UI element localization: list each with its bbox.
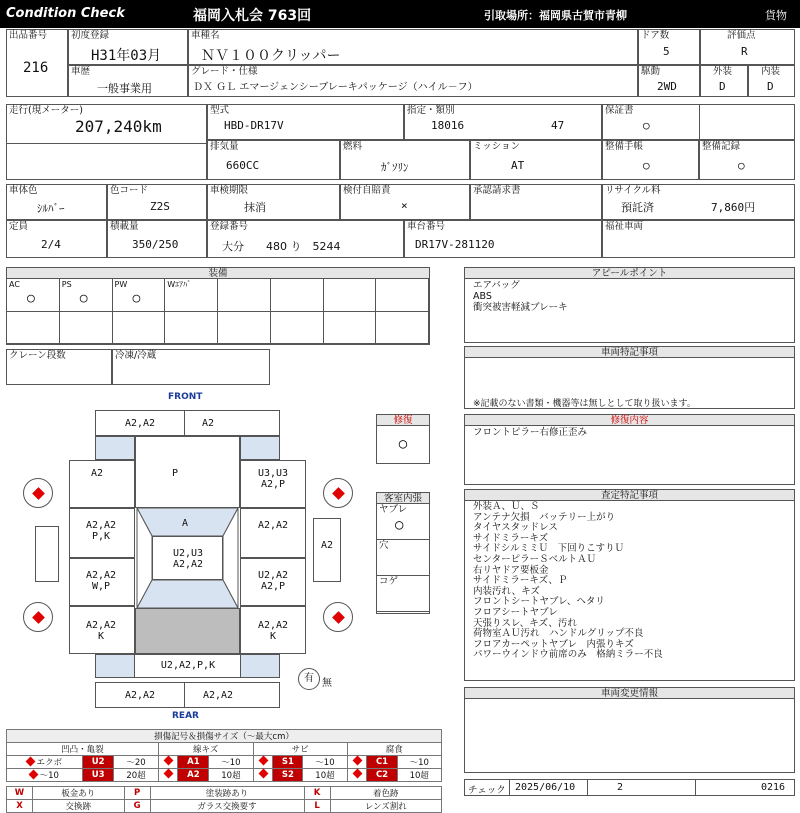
chassis-value: DR17V-281120 [415, 238, 495, 251]
grade-value: ＤＸ ＧＬ エマージェンシーブレーキパッケージ（ハイル－フ） [193, 82, 478, 93]
capacity-label: 定員 [9, 221, 29, 232]
change-section [464, 687, 795, 773]
regno-label: 登録番号 [210, 221, 249, 232]
assess-section [464, 489, 795, 681]
legend-cell: ～20 [114, 756, 158, 769]
header-auction: 福岡入札会 763回 [193, 8, 312, 24]
equipment-section [6, 267, 430, 345]
approval-cell [470, 184, 602, 220]
equipment-cell [271, 279, 324, 312]
load-value: 350/250 [132, 238, 179, 251]
capacity-cell [6, 220, 107, 258]
mileage-value: 207,240km [75, 117, 162, 136]
spare-wheel-none: 無 [322, 678, 332, 689]
repair-mark: ○ [398, 436, 408, 452]
door1-right-panel [240, 508, 306, 558]
designation-label: 指定・類別 [407, 105, 455, 116]
legend-cell: C2 [367, 769, 397, 782]
wheel-front-left [23, 478, 53, 508]
grade-cell [188, 65, 638, 97]
legend-cell [158, 769, 178, 782]
model-value: ＮＶ１００クリッパー [201, 48, 341, 64]
header-vehicle-type: 貨物 [765, 9, 787, 22]
legend-cell: 10超 [209, 769, 253, 782]
damage-legend [6, 729, 442, 813]
equipment-label: PS [61, 280, 72, 289]
recycle-cell [602, 184, 795, 220]
legend-cell: C1 [367, 756, 397, 769]
assess-lines [465, 501, 794, 662]
inspection-value: 抹消 [244, 201, 266, 214]
int-value: D [767, 80, 774, 93]
special-title: 車両特記事項 [465, 347, 794, 358]
cabin-items [377, 504, 429, 612]
mark-door1-right: A2,A2 [257, 520, 289, 531]
equipment-cell [271, 312, 324, 345]
maint-rec-value: ○ [738, 159, 745, 172]
color-code-cell [107, 184, 207, 220]
text-line: 外装Ａ、Ｕ、Ｓ [473, 501, 540, 512]
equipment-title: 装備 [7, 268, 429, 279]
equipment-cell [113, 279, 166, 312]
appeal-lines [465, 279, 794, 314]
wheel-rear-left [23, 602, 53, 632]
fuel-label: 燃料 [343, 141, 363, 152]
text-line: フロアカーペットヤブレ 内張りキズ [473, 638, 634, 650]
equipment-cell [324, 279, 377, 312]
text-line: エアバッグ [473, 280, 520, 291]
code-cell: K [304, 787, 330, 800]
code-cell: 着色跡 [330, 787, 441, 800]
special-note: ※記載のない書類・機器等は無しとして取り扱います。 [473, 399, 696, 409]
equipment-cell [324, 312, 377, 345]
chassis-label: 車台番号 [407, 221, 446, 232]
legend-cell: U3 [82, 769, 113, 782]
text-line: サイドミラーキズ [473, 532, 549, 544]
equipment-cell [218, 312, 271, 345]
cabin-item-label: 穴 [379, 540, 389, 551]
rear-label: REAR [172, 711, 199, 721]
legend-title: 損傷記号＆損傷サイズ（～最大cm） [6, 729, 442, 742]
warranty-cell [602, 104, 795, 140]
reg-label: 初度登録 [71, 30, 110, 41]
crane-cell [6, 349, 112, 385]
color-code-value: Z2S [150, 200, 170, 213]
headlight-right [240, 436, 280, 460]
mark-rear-left: A2,A2 [124, 690, 156, 701]
text-line: フロントピラー右修正歪み [473, 427, 588, 438]
cabin-item [377, 576, 429, 612]
text-line: センターピラーＳベルトＡＵ [473, 553, 597, 565]
color-code-label: 色コード [110, 185, 149, 196]
autoinsp-cell [340, 184, 470, 220]
text-line: パワーウインドウ前席のみ 格納ミラー不良 [473, 649, 663, 661]
text-line: 衝突被害軽減ブレーキ [473, 302, 568, 313]
mark-windshield: A [181, 518, 189, 529]
header-pickup: 引取場所：福岡県古賀市青柳 [484, 9, 627, 22]
repair-title: 修復 [377, 415, 429, 426]
mission-value: AT [511, 159, 525, 172]
legend-group: 線キズ [158, 743, 253, 756]
cabin-title: 客室内張 [377, 493, 429, 504]
spare-wheel-present: 有 [298, 668, 320, 690]
text-line: 荷物室ＡＵ汚れ ハンドルグリップ不良 [473, 628, 644, 640]
cargo-area [135, 608, 240, 654]
mark-front-left: A2,A2 [124, 418, 156, 429]
history-label: 車歴 [71, 66, 91, 77]
load-cell [107, 220, 207, 258]
mark-door1-left: A2,A2 P,K [85, 520, 117, 542]
maint-rec-label: 整備記録 [702, 141, 741, 152]
score-cell [700, 29, 795, 65]
lot-value: 216 [23, 60, 49, 76]
class-value: 47 [551, 119, 565, 132]
mission-label: ミッション [473, 141, 521, 152]
int-label: 内装 [761, 66, 781, 77]
mark-rear-right: A2,A2 [202, 690, 234, 701]
reg-cell [68, 29, 188, 65]
drive-cell [638, 65, 700, 97]
text-line: サイドミラーキズ、Ｐ [473, 575, 568, 587]
header-brand: Condition Check [6, 6, 125, 21]
legend-cell: 10超 [397, 769, 441, 782]
crane-label: クレーン段数 [9, 350, 66, 361]
equipment-label: Wｴｱﾊﾞ [167, 280, 192, 289]
ext-label: 外装 [713, 66, 733, 77]
legend-cell: ～10 [209, 756, 253, 769]
regno-value: 大分 480 り 5244 [222, 240, 341, 253]
mark-quarter-left: A2,A2 K [85, 620, 117, 642]
text-line: フロアシートヤブレ [473, 606, 558, 618]
legend-cell: ～10 [7, 769, 83, 782]
legend-cell: S2 [273, 769, 303, 782]
legend-table [6, 742, 442, 782]
type-label: 型式 [210, 105, 230, 116]
displacement-value: 660CC [226, 159, 260, 172]
cabin-item-label: コゲ [379, 576, 399, 587]
grade-label: グレード・仕様 [191, 66, 258, 77]
welfare-label: 福祉車両 [605, 221, 644, 232]
color-cell [6, 184, 107, 220]
ext-value: D [719, 80, 726, 93]
legend-group: サビ [253, 743, 347, 756]
change-title: 車両変更情報 [465, 688, 794, 699]
equipment-label: PW [114, 280, 128, 289]
mirror-left [35, 526, 59, 582]
headlight-left [95, 436, 135, 460]
repair-content-lines [465, 426, 794, 439]
legend-group: 腐食 [347, 743, 441, 756]
equipment-mark: ○ [27, 291, 35, 306]
legend-cell [347, 769, 367, 782]
appeal-section [464, 267, 795, 343]
mileage-label: 走行(現メーター) [9, 105, 83, 116]
color-label: 車体色 [9, 185, 38, 196]
legend-cell: 20超 [114, 769, 158, 782]
legend-cell: A2 [178, 769, 209, 782]
fuel-value: ｶﾞｿﾘﾝ [381, 161, 409, 174]
mark-side-right: A2 [320, 540, 334, 551]
front-label: FRONT [168, 392, 203, 402]
door-cell [638, 29, 700, 65]
assess-title: 査定特記事項 [465, 490, 794, 501]
recycle-status: 預託済 [621, 201, 654, 214]
maint-value: ○ [643, 159, 650, 172]
equipment-cell [7, 312, 60, 345]
ext-cell [700, 65, 748, 97]
designation-cell [404, 104, 602, 140]
score-value: R [741, 45, 748, 58]
score-label: 評価点 [727, 30, 756, 41]
equipment-cell [376, 312, 429, 345]
drive-label: 駆動 [641, 66, 661, 77]
equipment-mark: ○ [132, 291, 141, 306]
legend-cell: ～10 [303, 756, 347, 769]
regno-cell [207, 220, 404, 258]
maint-cell [602, 140, 699, 180]
text-line: アンテナ欠損 バッテリー上がり [473, 511, 616, 523]
code-cell: L [304, 800, 330, 813]
text-line: 右リヤドア要板金 [473, 564, 549, 576]
mark-hood: P [171, 468, 179, 479]
legend-cell: A1 [178, 756, 209, 769]
displacement-cell [207, 140, 340, 180]
repair-section [376, 414, 430, 464]
maint-label: 整備手帳 [605, 141, 644, 152]
cabin-item [377, 504, 429, 540]
maint-rec-cell [699, 140, 795, 180]
mark-door2-right: U2,A2 A2,P [257, 570, 289, 592]
text-line: サイドシルミミＵ 下回りこすりＵ [473, 543, 625, 555]
text-line: 天張りスレ、キズ、汚れ [473, 617, 577, 629]
equipment-cell [165, 312, 218, 345]
displacement-label: 排気量 [210, 141, 239, 152]
autoinsp-value: × [401, 199, 408, 212]
code-cell: 板金あり [33, 787, 125, 800]
reg-value: H31年03月 [91, 48, 162, 64]
text-line: タイヤスタッドレス [473, 522, 558, 534]
model-label: 車種名 [191, 30, 220, 41]
code-cell: P [124, 787, 150, 800]
door-label: ドア数 [641, 30, 670, 41]
recycle-value: 7,860円 [711, 201, 756, 214]
code-cell: W [7, 787, 33, 800]
mark-roof: U2,U3 A2,A2 [172, 548, 204, 570]
equipment-cell [60, 312, 113, 345]
wheel-front-right [323, 478, 353, 508]
freeze-cell [112, 349, 270, 385]
check-label: チェック [468, 785, 506, 796]
inspection-cell [207, 184, 340, 220]
mark-door2-left: A2,A2 W,P [85, 570, 117, 592]
type-cell [207, 104, 404, 140]
cabin-item [377, 540, 429, 576]
mark-front-right: A2 [201, 418, 215, 429]
legend-cell: U2 [82, 756, 113, 769]
header-bar [0, 0, 800, 28]
equipment-cell [7, 279, 60, 312]
check-row [464, 779, 795, 796]
autoinsp-label: 検付自賠責 [343, 185, 391, 196]
code-cell: G [124, 800, 150, 813]
equipment-label: AC [9, 280, 20, 289]
equipment-cell [376, 279, 429, 312]
code-cell: ガラス交換要す [150, 800, 304, 813]
legend-cell: エクボ [7, 756, 83, 769]
equipment-cell [113, 312, 166, 345]
check-code: 0216 [761, 782, 786, 793]
equipment-cell [60, 279, 113, 312]
equipment-mark: ○ [79, 291, 88, 306]
legend-cell [253, 769, 273, 782]
cabin-section [376, 492, 430, 614]
mark-fender-left: A2 [90, 468, 104, 479]
lot-label: 出品番号 [9, 30, 48, 41]
wheel-rear-right [323, 602, 353, 632]
legend-cell: S1 [273, 756, 303, 769]
legend-cell [347, 756, 367, 769]
mission-cell [470, 140, 602, 180]
int-cell [748, 65, 795, 97]
code-cell: 交換跡 [33, 800, 125, 813]
equipment-grid [7, 279, 429, 344]
color-value: ｼﾙﾊﾞｰ [37, 202, 65, 215]
welfare-cell [602, 220, 795, 258]
cabin-item-label: ヤブレ [379, 504, 408, 515]
repair-content-title: 修復内容 [465, 415, 794, 426]
warranty-value: ○ [643, 119, 650, 132]
text-line: ABS [473, 291, 492, 302]
designation-value: 18016 [431, 119, 465, 132]
code-cell: X [7, 800, 33, 813]
legend-group: 凹凸・亀裂 [7, 743, 159, 756]
legend-cell: ～10 [397, 756, 441, 769]
legend-cell [158, 756, 178, 769]
code-cell: 塗装跡あり [150, 787, 304, 800]
car-diagram [0, 388, 375, 723]
freeze-label: 冷凍/冷蔵 [115, 350, 157, 361]
check-num: 2 [617, 782, 624, 793]
lot-cell [6, 29, 68, 97]
cabin-item-mark: ○ [395, 517, 404, 533]
model-cell [188, 29, 638, 65]
fuel-cell [340, 140, 470, 180]
code-cell: レンズ割れ [330, 800, 441, 813]
legend-cell [253, 756, 273, 769]
mark-back: U2,A2,P,K [160, 660, 216, 671]
warranty-label: 保証書 [605, 105, 634, 116]
load-label: 積載量 [110, 221, 139, 232]
approval-label: 承認請求書 [473, 185, 521, 196]
chassis-cell [404, 220, 602, 258]
history-cell [68, 65, 188, 97]
door-value: 5 [663, 45, 670, 58]
recycle-label: リサイクル料 [605, 185, 661, 196]
text-line: 内装汚れ、キズ [473, 585, 540, 597]
mark-quarter-right: A2,A2 K [257, 620, 289, 642]
drive-value: 2WD [657, 80, 677, 93]
equipment-cell [165, 279, 218, 312]
check-date: 2025/06/10 [515, 782, 576, 793]
type-value: HBD-DR17V [224, 119, 284, 132]
mark-fender-right: U3,U3 A2,P [257, 468, 289, 490]
legend-cell: 10超 [303, 769, 347, 782]
mileage-cell [6, 104, 207, 180]
equipment-cell [218, 279, 271, 312]
appeal-title: アピールポイント [465, 268, 794, 279]
capacity-value: 2/4 [41, 238, 61, 251]
text-line: フロントシートヤブレ、ヘタリ [473, 596, 605, 608]
special-section [464, 346, 795, 409]
repair-content-section [464, 414, 795, 485]
inspection-label: 車検期限 [210, 185, 249, 196]
history-value: 一般事業用 [97, 82, 152, 95]
